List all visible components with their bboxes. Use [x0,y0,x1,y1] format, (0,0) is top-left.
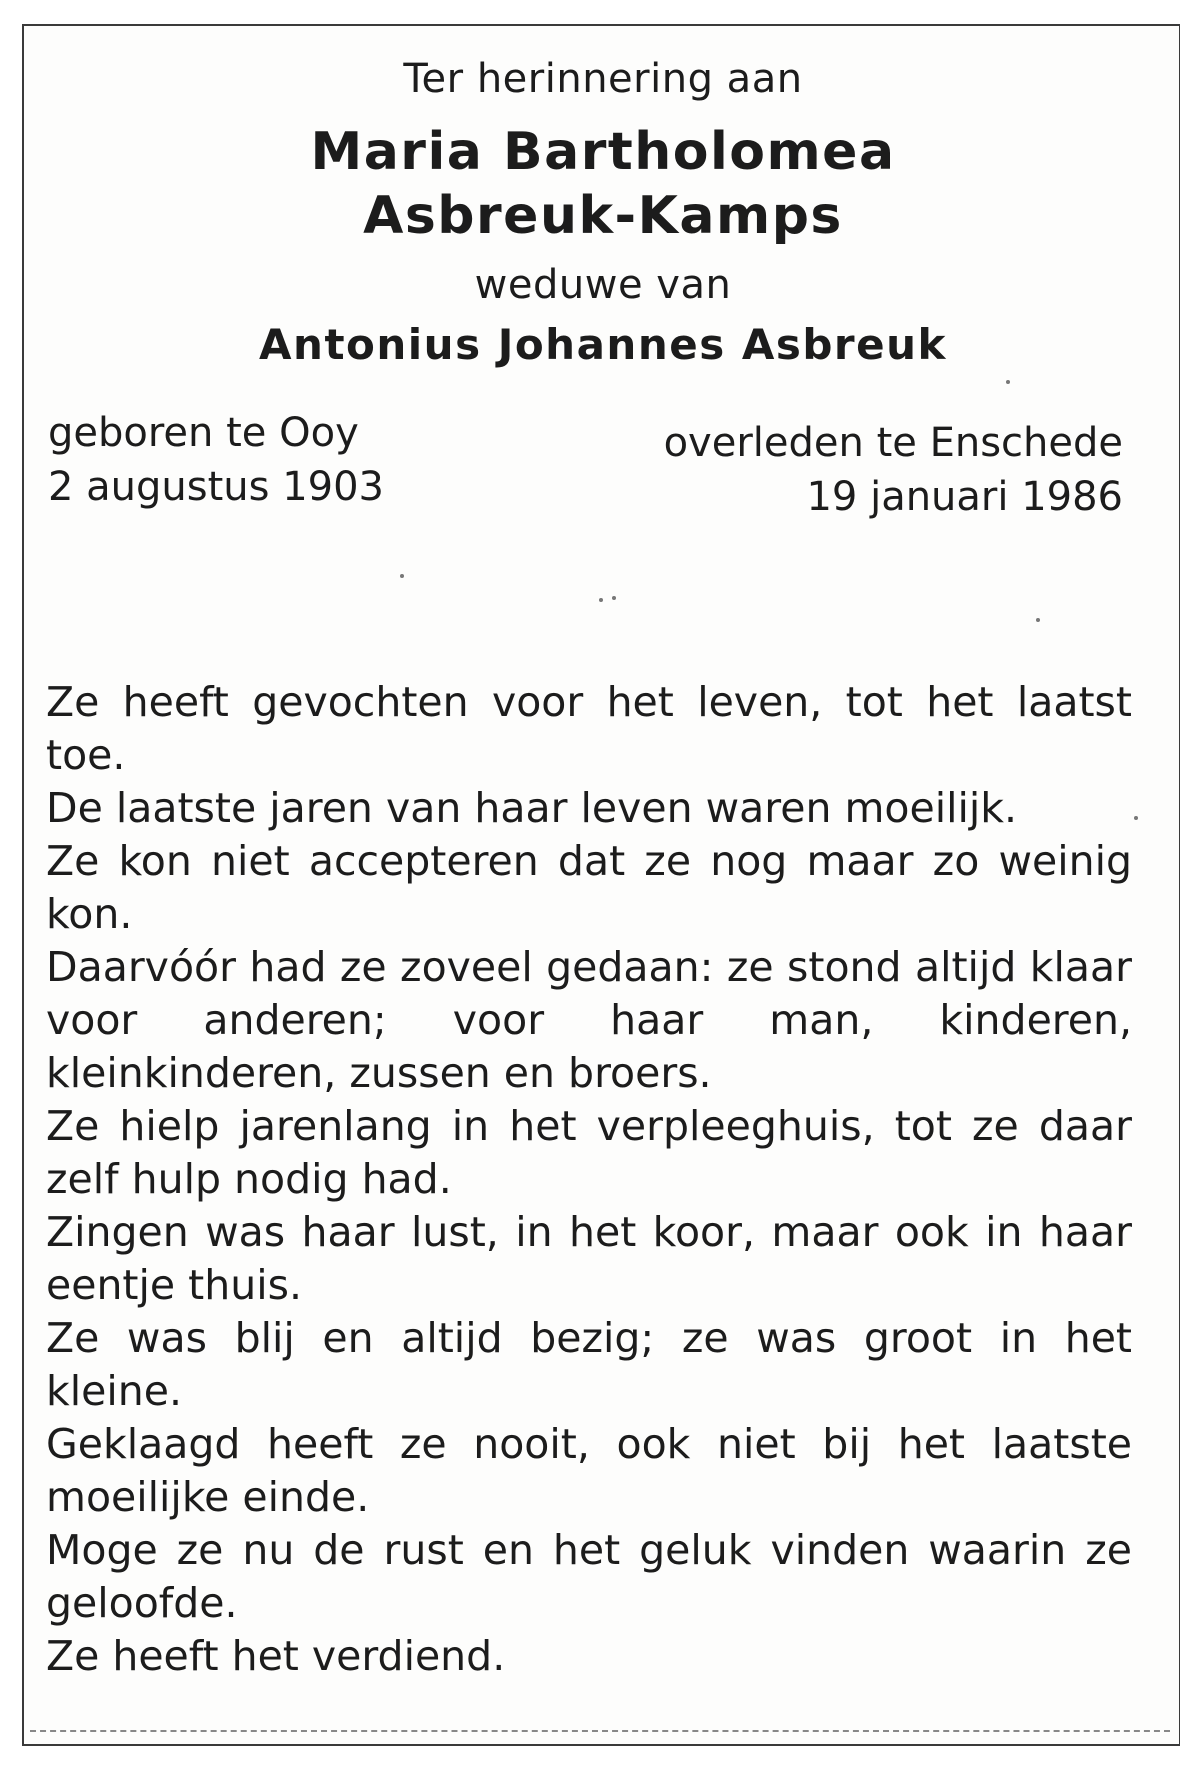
verse-line: Daarvóór had ze zoveel gedaan: ze stond altijd klaar voor anderen; voor haar man, kinderen, kleinkinderen, zussen en broers. [46,943,1132,1097]
speck [1006,380,1010,384]
widow-of-text: weduwe van [474,262,732,308]
speck [612,596,616,600]
verse-line: Ze heeft gevochten voor het leven, tot het laatst toe. [46,678,1132,779]
speck [1036,618,1040,622]
speck [599,598,603,602]
deceased-name-last: Asbreuk-Kamps [363,186,843,246]
birth-info [48,406,384,514]
death-info [664,416,1123,524]
birth-place: geboren te Ooy [48,410,359,456]
verse-line: Moge ze nu de rust en het geluk vinden waarin ze geloofde. [46,1526,1132,1627]
death-date: 19 januari 1986 [806,474,1123,520]
verse-line: Ze hielp jarenlang in het verpleeghuis, tot ze daar zelf hulp nodig had. [46,1102,1132,1203]
verse-line: Ze kon niet accepteren dat ze nog maar zo weinig kon. [46,837,1132,938]
speck [400,574,404,578]
birth-date: 2 augustus 1903 [48,464,384,510]
intro-text: Ter herinnering aan [403,56,803,102]
verse-line: Geklaagd heeft ze nooit, ook niet bij het laatste moeilijke einde. [46,1420,1132,1521]
verse-line: Zingen was haar lust, in het koor, maar ook in haar eentje thuis. [46,1208,1132,1309]
death-place: overleden te Enschede [663,420,1123,466]
memorial-verse [46,676,1132,1683]
speck [1134,816,1138,820]
cut-line [30,1730,1170,1732]
verse-line: De laatste jaren van haar leven waren moeilijk. [46,784,1018,832]
memorial-card [22,24,1180,1746]
verse-line: Ze was blij en altijd bezig; ze was groot in het kleine. [46,1314,1132,1415]
deceased-name-first: Maria Bartholomea [310,122,896,182]
husband-name: Antonius Johannes Asbreuk [259,320,947,369]
verse-line: Ze heeft het verdiend. [46,1632,506,1680]
